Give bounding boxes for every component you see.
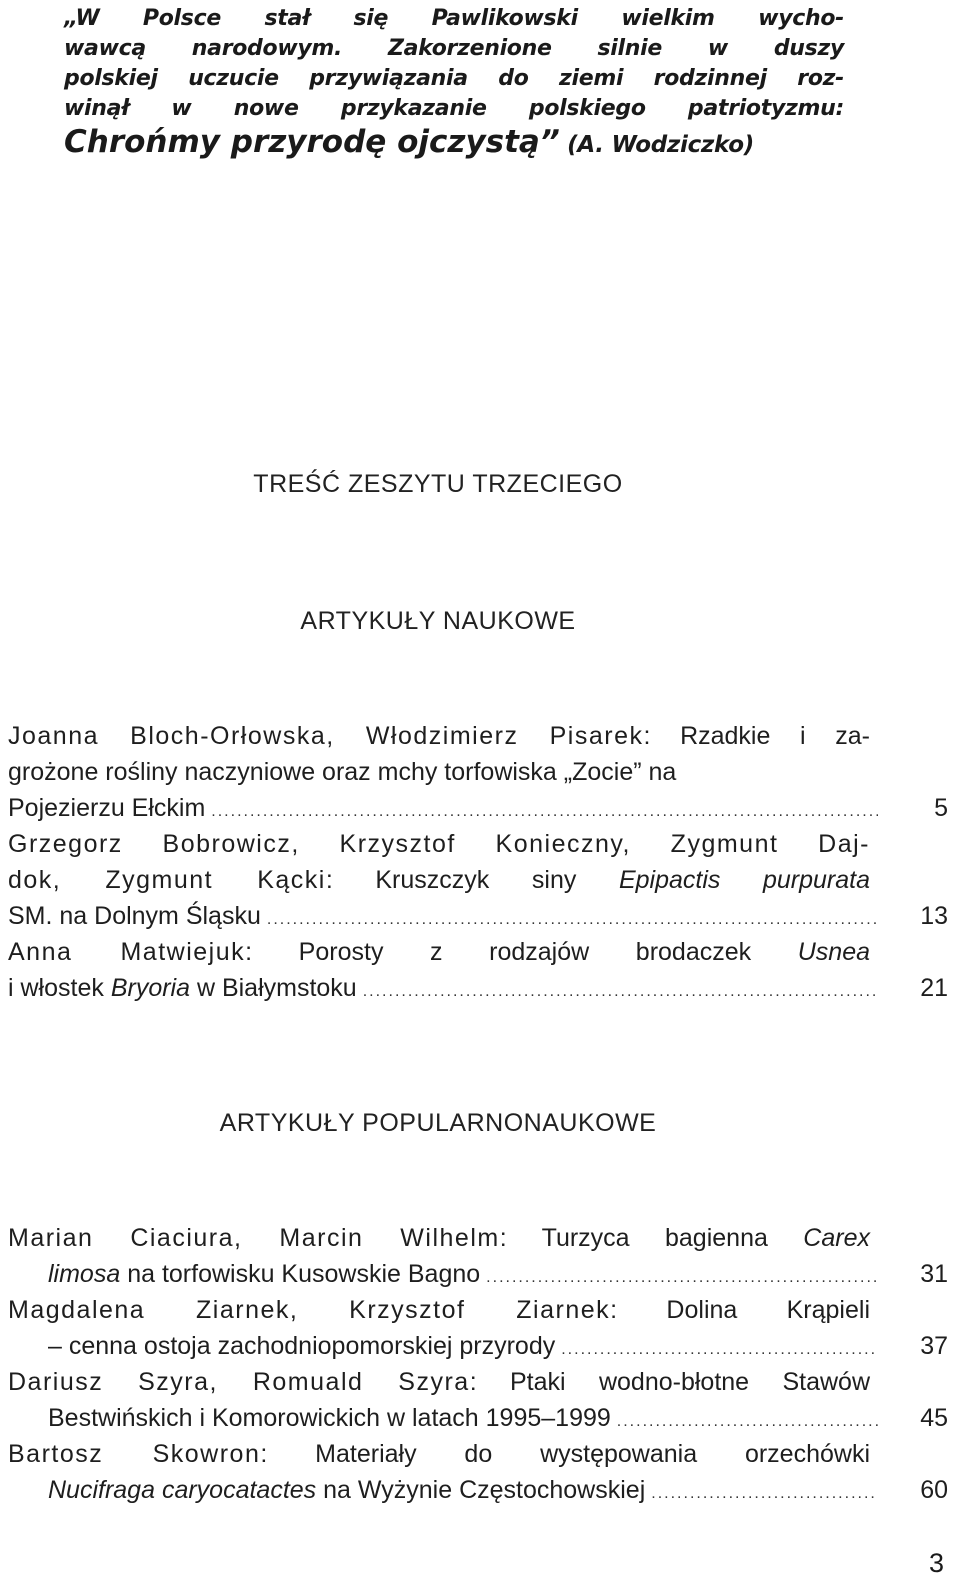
entry-species-name: Usnea <box>797 938 870 966</box>
entry-page-number: 5 <box>934 794 948 822</box>
entry-page-number: 21 <box>920 974 948 1002</box>
entry-title: i włostek <box>8 974 111 1002</box>
entry-title: na Wyżynie Częstochowskiej <box>316 1476 646 1504</box>
entry-authors: dok, Zygmunt Kącki <box>8 866 326 894</box>
dot-leader <box>363 974 878 1010</box>
quote-author: (A. Wodziczko) <box>567 132 754 158</box>
entry-title-line <box>8 970 357 1006</box>
entry-title: na torfowisku Kusowskie Bagno <box>120 1260 481 1288</box>
entry-title: : Ptaki wodno-błotne Stawów <box>469 1368 870 1396</box>
dot-leader <box>486 1260 878 1296</box>
page-number: 3 <box>928 1548 944 1578</box>
entry-title: : Turzyca bagienna <box>499 1224 804 1252</box>
entry-species-name: limosa <box>48 1260 121 1288</box>
contents-title: TREŚĆ ZESZYTU TRZECIEGO <box>253 470 623 498</box>
quote-line: winął w nowe przykazanie polskiego patriotyzmu: <box>64 96 844 121</box>
toc-entry[interactable] <box>8 1220 948 1292</box>
entry-page-number: 45 <box>920 1404 948 1432</box>
toc-entry[interactable] <box>8 1292 948 1364</box>
entry-page-number: 37 <box>920 1332 948 1360</box>
entry-authors: Marian Ciaciura, Marcin Wilhelm <box>8 1224 500 1252</box>
entry-title-line: Bestwińskich i Komorowickich w latach 1995–1999 <box>48 1404 611 1432</box>
quote-final-line <box>64 124 844 161</box>
entry-title: : Kruszczyk siny <box>325 866 619 894</box>
entry-title: : Dolina Krąpieli <box>610 1296 870 1324</box>
toc-entry[interactable] <box>8 1436 948 1508</box>
entry-species-name: Nucifraga caryocatactes <box>48 1476 317 1504</box>
quote-emphasis: Chrońmy przyrodę ojczystą” <box>64 124 560 160</box>
entry-authors: Dariusz Szyra, Romuald Szyra <box>8 1368 470 1396</box>
entry-title-line <box>48 1256 480 1292</box>
entry-authors: Grzegorz Bobrowicz, Krzysztof Konieczny, Zygmunt Daj- <box>8 830 870 858</box>
entry-title-line: – cenna ostoja zachodniopomorskiej przyrody <box>48 1332 556 1360</box>
section-title-scientific: ARTYKUŁY NAUKOWE <box>300 607 576 635</box>
dot-leader <box>561 1332 878 1368</box>
toc-entry[interactable] <box>8 1364 948 1436</box>
section-title-popular: ARTYKUŁY POPULARNONAUKOWE <box>219 1109 657 1137</box>
toc-entry[interactable] <box>8 718 948 826</box>
quote-line: wawcą narodowym. Zakorzenione silnie w duszy <box>64 36 844 61</box>
dot-leader <box>267 902 878 938</box>
entry-species-name: Bryoria <box>110 974 190 1002</box>
entry-title: : Rzadkie i za- <box>643 722 870 750</box>
entry-authors: Bartosz Skowron <box>8 1440 261 1468</box>
entry-page-number: 13 <box>920 902 948 930</box>
entry-title-line: Pojezierzu Ełckim <box>8 794 206 822</box>
dot-leader <box>211 794 878 830</box>
dot-leader <box>617 1404 878 1440</box>
entry-page-number: 31 <box>920 1260 948 1288</box>
entry-page-number: 60 <box>920 1476 948 1504</box>
entry-species-name: Epipactis purpurata <box>618 866 871 894</box>
toc-entry[interactable] <box>8 826 948 934</box>
dot-leader <box>651 1476 878 1512</box>
entry-title: : Porosty z rodzajów brodaczek <box>245 938 798 966</box>
entry-authors: Magdalena Ziarnek, Krzysztof Ziarnek <box>8 1296 611 1324</box>
epigraph-quote <box>64 4 844 161</box>
entry-title-line <box>48 1472 645 1508</box>
toc-entry[interactable] <box>8 934 948 1006</box>
entry-title-line: SM. na Dolnym Śląsku <box>8 902 261 930</box>
quote-line: „W Polsce stał się Pawlikowski wielkim wycho- <box>64 6 844 31</box>
entry-authors: Joanna Bloch-Orłowska, Włodzimierz Pisarek <box>8 722 644 750</box>
quote-line: polskiej uczucie przywiązania do ziemi rodzinnej roz- <box>64 66 844 91</box>
entry-species-name: Carex <box>803 1224 870 1252</box>
entry-title: w Białymstoku <box>190 974 357 1002</box>
entry-title-line: grożone rośliny naczyniowe oraz mchy torfowiska „Zocie” na <box>8 758 677 786</box>
entry-title: : Materiały do występowania orzechówki <box>260 1440 870 1468</box>
entry-authors: Anna Matwiejuk <box>8 938 246 966</box>
